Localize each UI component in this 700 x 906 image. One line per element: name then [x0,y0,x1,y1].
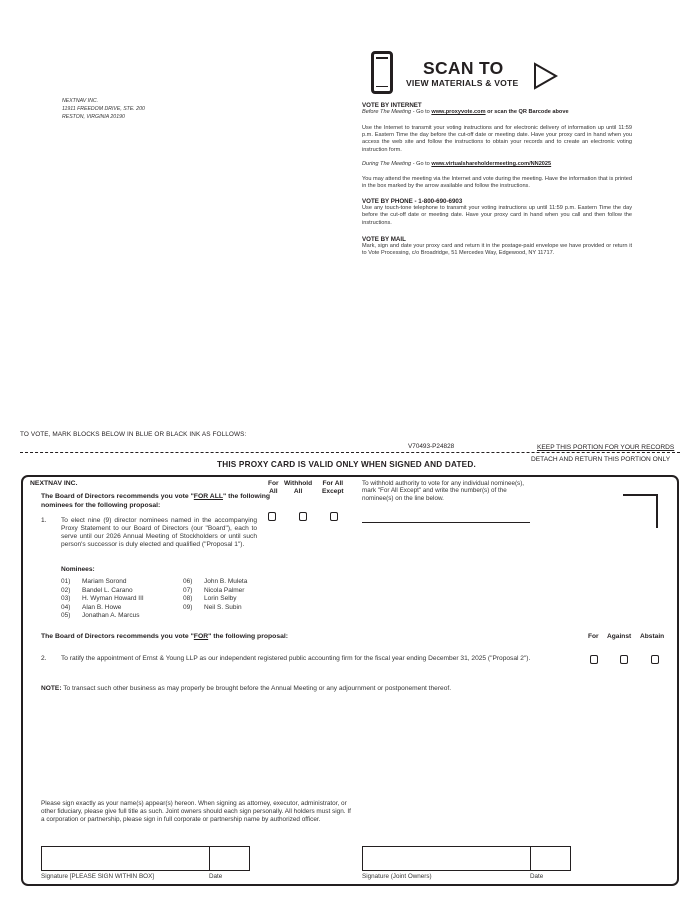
during-meeting-label: During The Meeting [362,161,412,167]
rec2-emphasis: FOR [193,633,209,640]
nominee-item [61,595,144,602]
rec1-post: " the following nominees for the following proposal: [41,493,271,509]
return-address-line: 11911 FREEDOM DRIVE, STE. 200 [62,106,145,112]
signature-box[interactable] [41,846,210,871]
nominee-name: Nicola Palmer [204,586,245,594]
col-label: All [293,487,303,495]
internet-section [362,102,632,116]
nominee-number: 01) [61,578,71,585]
return-address-line: RESTON, VIRGINIA 20190 [62,114,125,120]
nominee-number: 08) [183,595,193,602]
nominee-number: 03) [61,595,71,602]
rec1-emphasis: FOR ALL [193,493,223,500]
nominee-name: Mariam Sorond [82,578,127,585]
internet-body: Use the Internet to transmit your voting instructions and for electronic delivery of information up until 11:59 p.m. Eastern Time the day before the cut-off date or meeting date. Have your proxy card in hand when you access the web site and follow the instructions to obtain your records and to create an electronic voting instruction form. [362,125,632,153]
during-meeting-go: - Go to [411,161,432,167]
nominee-item [61,612,139,619]
return-address [62,97,145,121]
date-box[interactable] [209,846,250,871]
nominee-number: 05) [61,612,71,619]
detach-portion-label: DETACH AND RETURN THIS PORTION ONLY [531,456,671,463]
col-label: Withhold [284,480,313,487]
control-number: V70493-P24828 [408,443,455,450]
card-company-name: NEXTNAV INC. [30,480,78,487]
nominee-name: Jonathan A. Marcus [82,612,140,619]
nominee-number: 09) [183,603,193,611]
nominee-name: Alan B. Howe [82,603,122,611]
internet-heading: VOTE BY INTERNET [362,102,422,109]
keep-portion-label: KEEP THIS PORTION FOR YOUR RECORDS [537,444,675,451]
withhold-instructions: To withhold authority to vote for any individual nominee(s), mark "For All Except" and write the number(s) of the nominee(s) on the line below. [362,480,525,502]
proposal-2-abstain-checkbox[interactable] [651,655,659,664]
detach-line [20,452,680,453]
internet-during-line [362,161,632,168]
col-for-all-except [322,480,344,495]
nominee-item [61,587,133,594]
proposal-1-number: 1. [41,517,47,524]
nominee-exception-line[interactable] [362,522,530,523]
nominee-item [183,595,237,602]
nominee-item [183,578,247,585]
col-label: For All [322,480,344,487]
col-for: For [588,633,599,640]
internet-during-body: You may attend the meeting via the Internet and vote during the meeting. Have the information that is printed in the box marked by the arrow available and follow the instructions. [362,176,632,190]
mail-body: Mark, sign and date your proxy card and return it in the postage-paid envelope we have provided or return it to Vote Processing, c/o Broadridge, 51 Mercedes Way, Edgewood, NY 11717. [362,243,632,257]
board-recommendation-1 [41,493,276,510]
vote-instructions: TO VOTE, MARK BLOCKS BELOW IN BLUE OR BLACK INK AS FOLLOWS: [20,431,247,438]
for-all-checkbox[interactable] [268,512,276,521]
joint-date-label: Date [530,873,544,880]
nominee-number: 06) [183,578,193,585]
scan-title: SCAN TO [423,58,504,78]
valid-notice: THIS PROXY CARD IS VALID ONLY WHEN SIGNED AND DATED. [217,460,476,469]
col-against: Against [607,633,632,640]
phone-icon [371,51,393,94]
col-label: Except [322,487,344,495]
nominee-number: 04) [61,603,71,611]
col-for-all [268,480,279,495]
nominee-name: Bandel L. Carano [82,586,133,594]
nominee-item [183,604,242,611]
proposal-2-against-checkbox[interactable] [620,655,628,664]
nominee-name: Neil S. Subin [204,603,242,611]
phone-section [362,198,632,227]
nominee-number: 07) [183,586,193,594]
nominee-item [61,578,126,585]
nominee-name: H. Wyman Howard III [82,595,144,602]
joint-signature-box[interactable] [362,846,531,871]
rec2-post: " the following proposal: [208,633,289,640]
joint-date-box[interactable] [530,846,571,871]
before-meeting-post: or scan the QR Barcode above [485,109,569,116]
nominee-name: John B. Muleta [204,578,248,585]
nominee-item [183,587,244,594]
col-withhold-all [284,480,312,495]
internet-before-line [362,109,632,116]
for-all-except-checkbox[interactable] [330,512,338,521]
mail-section [362,236,632,258]
board-recommendation-2 [41,633,288,640]
before-meeting-go: - Go to [411,109,432,116]
virtual-meeting-link[interactable]: www.virtualshareholdermeeting.com/NN2025 [431,161,552,167]
rec1-pre: The Board of Directors recommends you vote " [41,493,194,500]
proposal-2-text: To ratify the appointment of Ernst & Young LLP as our independent registered public accounting firm for the fiscal year ending December 31, 2025 ("Proposal 2"). [61,655,531,662]
col-abstain: Abstain [640,633,665,640]
proxyvote-link[interactable]: www.proxyvote.com [431,109,486,116]
nominee-number: 02) [61,586,71,594]
note-label: NOTE: [41,685,62,692]
return-address-line: NEXTNAV INC. [62,98,99,104]
nominee-name: Lorin Selby [204,595,237,602]
proposal-2-for-checkbox[interactable] [590,655,598,664]
scan-subtitle: VIEW MATERIALS & VOTE [406,78,519,88]
joint-signature-label: Signature (Joint Owners) [362,873,432,880]
nominees-heading: Nominees: [61,566,95,573]
phone-body: Use any touch-tone telephone to transmit your voting instructions up until 11:59 p.m. Eastern Time the day before the cut-off date or meeting date. Have your proxy card in hand when you call and then follow the instructions. [362,205,632,226]
proposal-2-number: 2. [41,655,47,662]
note-text: To transact such other business as may properly be brought before the Annual Meeting or any adjournment or postponement thereof. [61,685,452,692]
date-label: Date [209,873,223,880]
corner-mark [623,494,658,528]
phone-heading: VOTE BY PHONE - 1-800-690-6903 [362,198,463,205]
note [41,685,451,692]
mail-heading: VOTE BY MAIL [362,236,406,243]
nominee-item [61,604,121,611]
proposal-1-text: To elect nine (9) director nominees named in the accompanying Proxy Statement to our Board of Directors (our "Board"), each to serve until our 2026 Annual Meeting of Stockholders or until such person's successor is duly elected and qualified ("Proposal 1"). [61,517,257,549]
signing-instructions: Please sign exactly as your name(s) appear(s) hereon. When signing as attorney, executor, administrator, or other fiduciary, please give full title as such. Joint owners should each sign personally. All holders must sign. If a corporation or partnership, please sign in full corporate or partnership name by authorized officer. [41,800,351,824]
before-meeting-label: Before The Meeting [362,109,412,116]
signature-label: Signature [PLEASE SIGN WITHIN BOX] [41,873,155,880]
withhold-all-checkbox[interactable] [299,512,307,521]
rec2-pre: The Board of Directors recommends you vote " [41,633,194,640]
arrow-right-icon [533,62,559,90]
col-label: All [269,487,278,495]
col-label: For [268,480,279,487]
